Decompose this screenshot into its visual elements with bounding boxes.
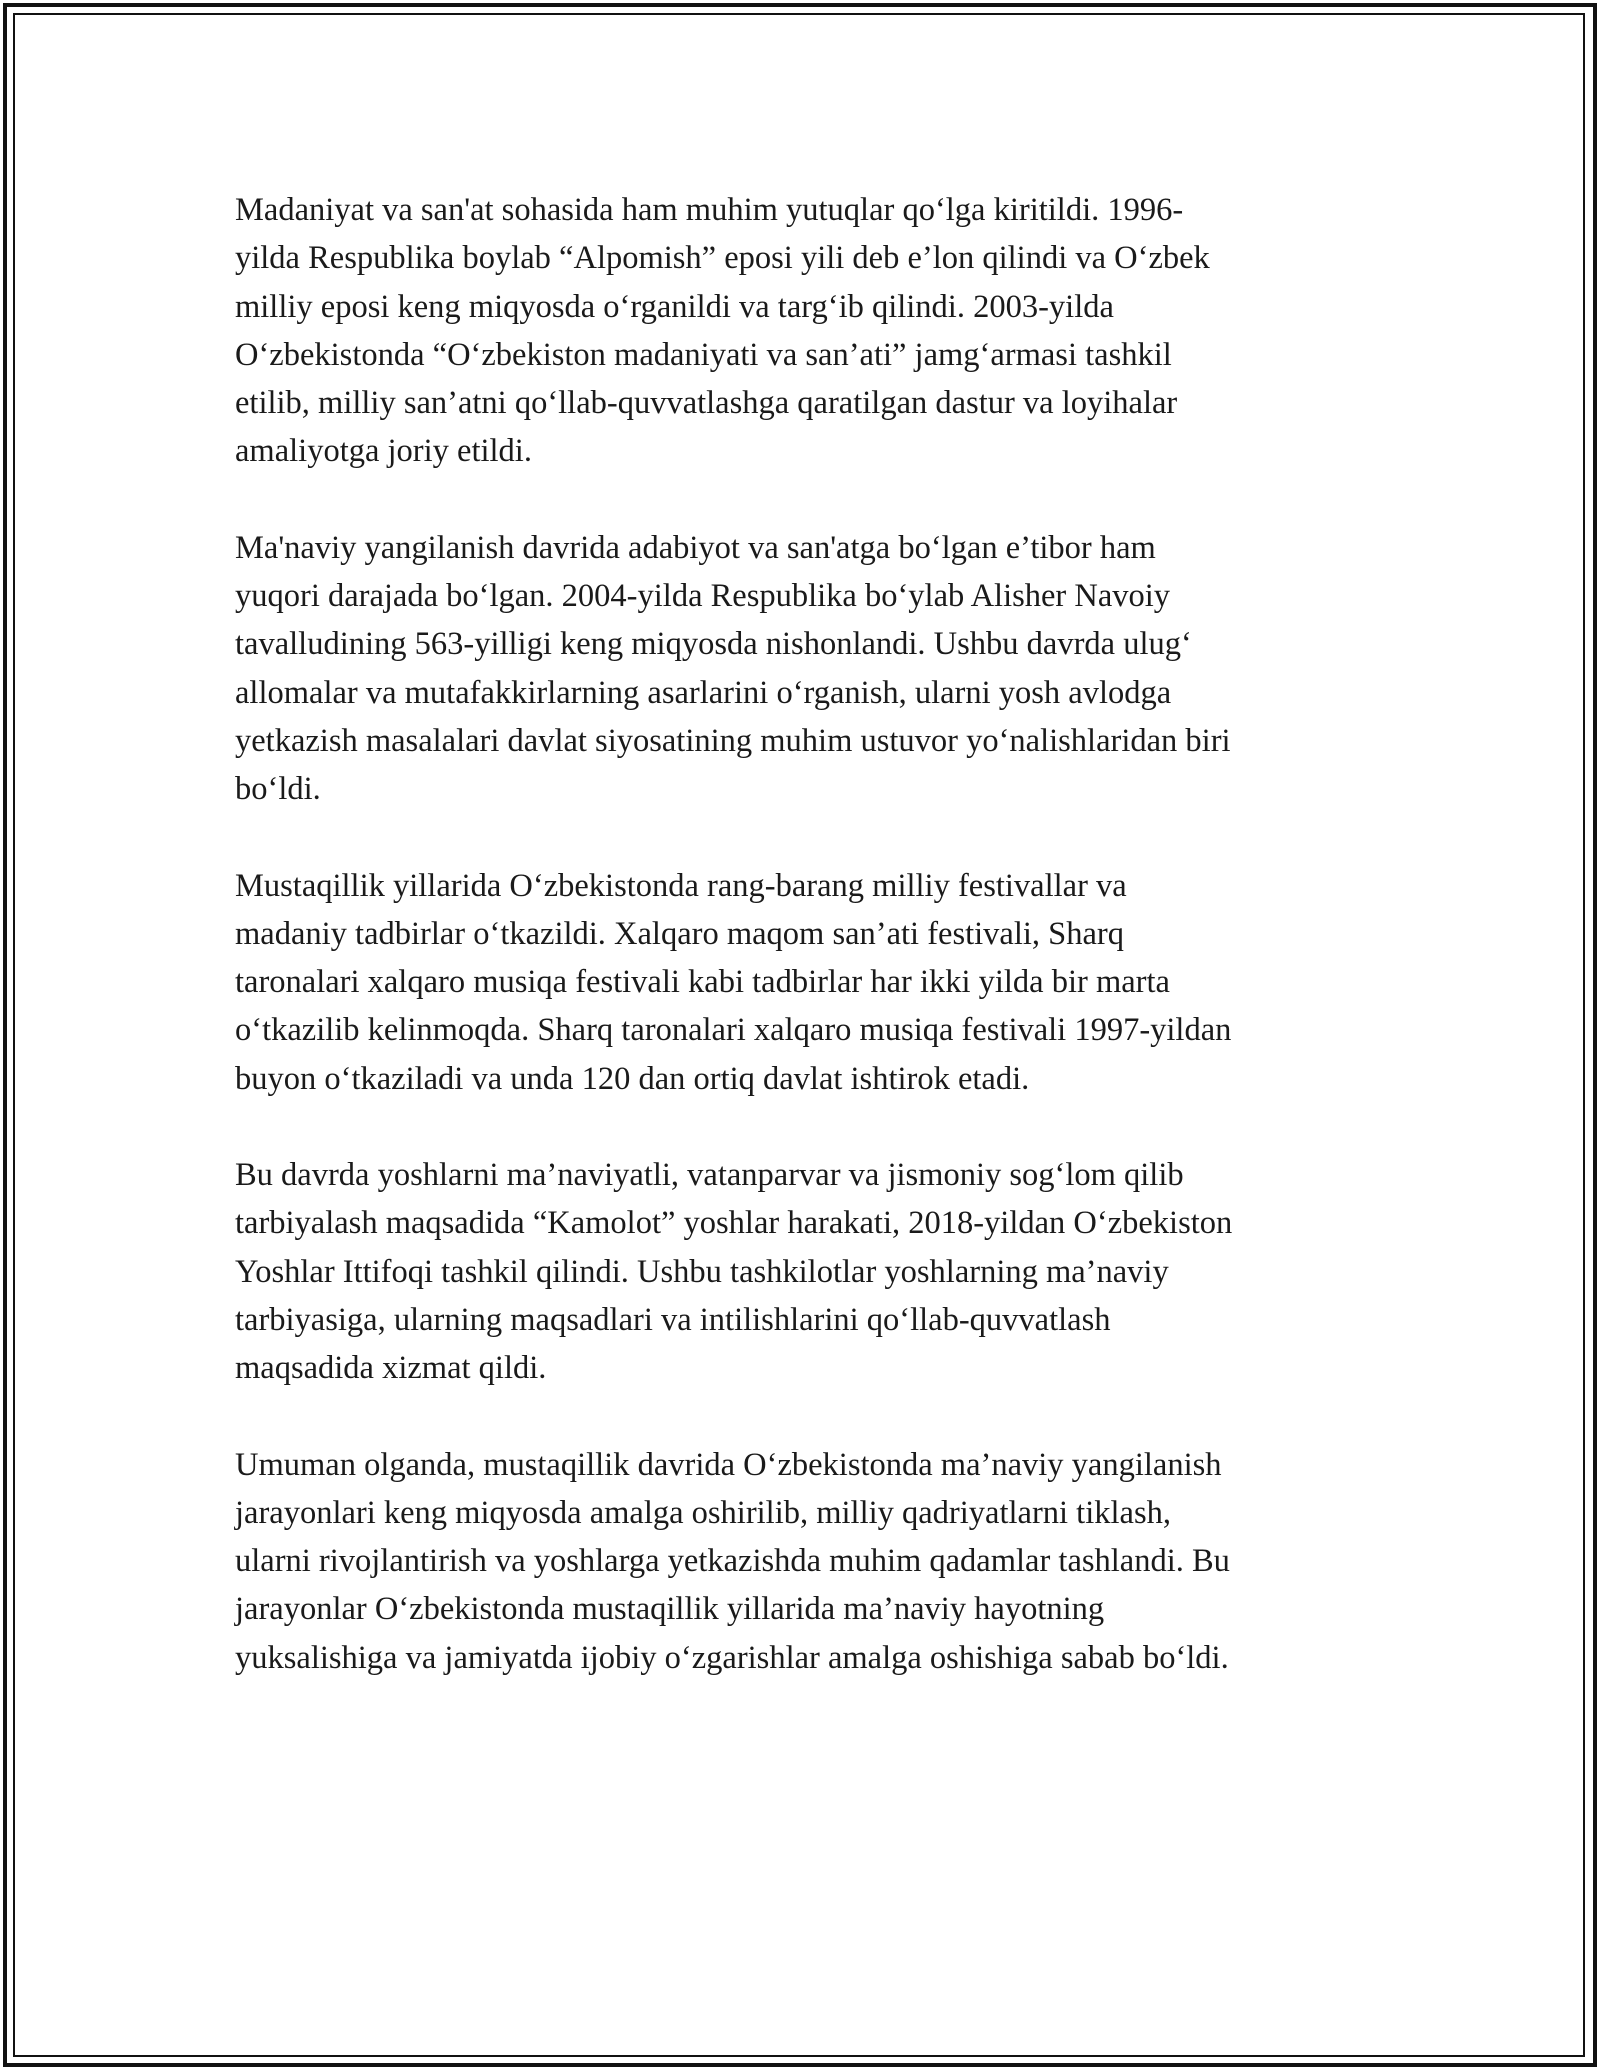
paragraph-youth-organizations: Bu davrda yoshlarni ma’naviyatli, vatanparvar va jismoniy sog‘lom qilib tarbiyalash maqsadida “Kamolot” yoshlar harakati, 2018-yildan O‘zbekiston Yoshlar Ittifoqi tashkil qilindi. Ushbu tashkilotlar yoshlarning ma’naviy tarbiyasiga, ularning maqsadlari va intilishlarini qo‘llab-quvvatlash maqsadida xizmat qildi. — [235, 1157, 1233, 1387]
paragraph-festivals: Mustaqillik yillarida O‘zbekistonda rang-barang milliy festivallar va madaniy tadbirlar o‘tkazildi. Xalqaro maqom san’ati festivali, Sharq taronalari xalqaro musiqa festivali kabi tadbirlar har ikki yilda bir marta o‘tkazilib kelinmoqda. Sharq taronalari xalqaro musiqa festivali 1997-yildan buyon o‘tkaziladi va unda 120 dan ortiq davlat ishtirok etadi. — [235, 867, 1232, 1097]
paragraph-spiritual-renewal: Ma'naviy yangilanish davrida adabiyot va san'atga bo‘lgan e’tibor ham yuqori darajada bo‘lgan. 2004-yilda Respublika bo‘ylab Alisher Navoiy tavalludining 563-yilligi keng miqyosda nishonlandi. Ushbu davrda ulug‘ allomalar va mutafakkirlarning asarlarini o‘rganish, ularni yosh avlodga yetkazish masalalari davlat siyosatining muhim ustuvor yo‘nalishlaridan biri bo‘ldi. — [235, 529, 1231, 808]
document-body — [235, 186, 1365, 1730]
paragraph-culture-achievements: Madaniyat va san'at sohasida ham muhim yutuqlar qo‘lga kiritildi. 1996- yilda Respublika boylab “Alpomish” eposi yili deb e’lon qilindi va O‘zbek milliy eposi keng miqyosda o‘rganildi va targ‘ib qilindi. 2003-yilda O‘zbekistonda “O‘zbekiston madaniyati va san’ati” jamg‘armasi tashkil etilib, milliy san’atni qo‘llab-quvvatlashga qaratilgan dastur va loyihalar amaliyotga joriy etildi. — [235, 192, 1210, 470]
paragraph-conclusion: Umuman olganda, mustaqillik davrida O‘zbekistonda ma’naviy yangilanish jarayonlari keng miqyosda amalga oshirilib, milliy qadriyatlarni tiklash, ularni rivojlantirish va yoshlarga yetkazishda muhim qadamlar tashlandi. Bu jarayonlar O‘zbekistonda mustaqillik yillarida ma’naviy hayotning yuksalishiga va jamiyatda ijobiy o‘zgarishlar amalga oshishiga sabab bo‘ldi. — [235, 1446, 1230, 1676]
